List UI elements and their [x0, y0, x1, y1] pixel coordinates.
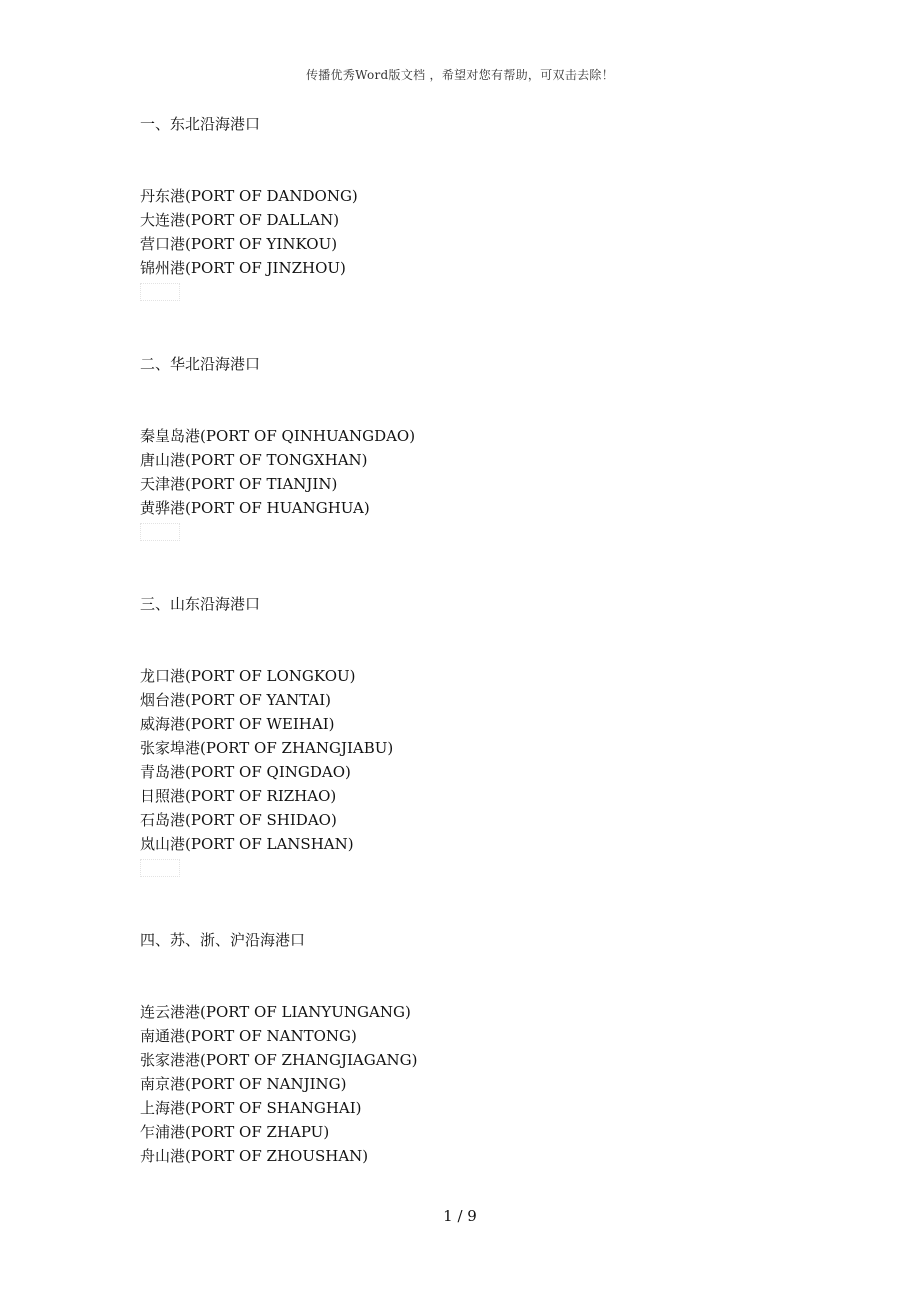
section-heading: 三、山东沿海港口	[140, 595, 261, 613]
port-item: 青岛港(PORT OF QINGDAO)	[140, 763, 351, 781]
port-item: 石岛港(PORT OF SHIDAO)	[140, 811, 337, 829]
empty-paragraph-marker	[140, 283, 180, 301]
section-northeast	[140, 112, 780, 352]
port-item: 连云港港(PORT OF LIANYUNGANG)	[140, 1003, 411, 1021]
section-heading: 四、苏、浙、沪沿海港口	[140, 931, 306, 949]
port-item: 丹东港(PORT OF DANDONG)	[140, 187, 358, 205]
port-item: 南通港(PORT OF NANTONG)	[140, 1027, 357, 1045]
port-item: 南京港(PORT OF NANJING)	[140, 1075, 347, 1093]
port-item: 唐山港(PORT OF TONGXHAN)	[140, 451, 368, 469]
port-item: 岚山港(PORT OF LANSHAN)	[140, 835, 354, 853]
port-item: 天津港(PORT OF TIANJIN)	[140, 475, 338, 493]
header-note: 传播优秀Word版文档 ，希望对您有帮助，可双击去除！	[305, 68, 615, 82]
empty-paragraph-marker	[140, 523, 180, 541]
section-shandong	[140, 592, 780, 928]
section-heading: 一、东北沿海港口	[140, 115, 261, 133]
port-item: 上海港(PORT OF SHANGHAI)	[140, 1099, 362, 1117]
port-item: 黄骅港(PORT OF HUANGHUA)	[140, 499, 370, 517]
section-north-china	[140, 352, 780, 592]
port-item: 张家港港(PORT OF ZHANGJIAGANG)	[140, 1051, 418, 1069]
empty-paragraph-marker	[140, 859, 180, 877]
port-item: 锦州港(PORT OF JINZHOU)	[140, 259, 346, 277]
port-item: 烟台港(PORT OF YANTAI)	[140, 691, 332, 709]
port-item: 秦皇岛港(PORT OF QINHUANGDAO)	[140, 427, 416, 445]
port-item: 营口港(PORT OF YINKOU)	[140, 235, 338, 253]
port-item: 日照港(PORT OF RIZHAO)	[140, 787, 337, 805]
port-item: 威海港(PORT OF WEIHAI)	[140, 715, 335, 733]
section-heading: 二、华北沿海港口	[140, 355, 261, 373]
port-item: 舟山港(PORT OF ZHOUSHAN)	[140, 1147, 369, 1165]
section-jiangsu-zhejiang-shanghai	[140, 928, 780, 1168]
port-item: 大连港(PORT OF DALLAN)	[140, 211, 340, 229]
port-item: 龙口港(PORT OF LONGKOU)	[140, 667, 356, 685]
page-number: 1 / 9	[443, 1207, 477, 1225]
port-item: 乍浦港(PORT OF ZHAPU)	[140, 1123, 330, 1141]
port-item: 张家埠港(PORT OF ZHANGJIABU)	[140, 739, 394, 757]
port-list-content	[140, 112, 780, 1168]
